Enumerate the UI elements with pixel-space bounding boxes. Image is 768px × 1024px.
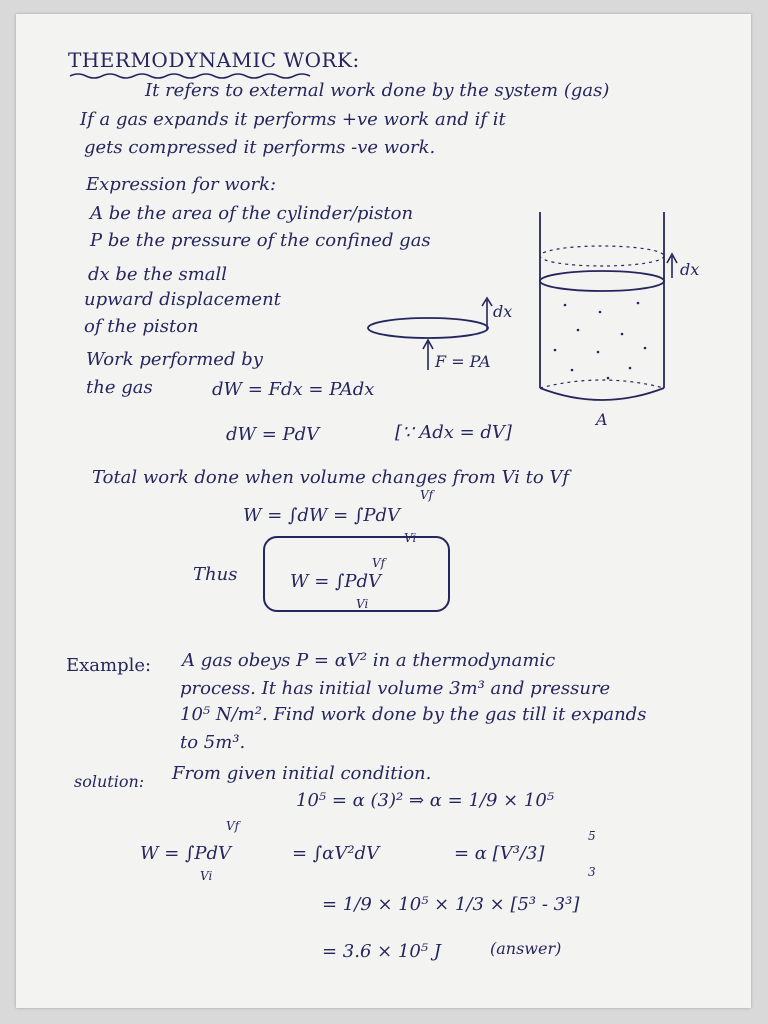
solution-alpha-equation: 10⁵ = α (3)² ⇒ α = 1/9 × 10⁵ xyxy=(296,790,555,811)
piston-shape xyxy=(368,318,488,338)
label-area: A xyxy=(596,410,608,429)
result-lower-limit: Vi xyxy=(356,597,369,611)
solution-line-1: From given initial condition. xyxy=(172,763,432,784)
expression-heading: Expression for work: xyxy=(86,174,277,195)
def-dx-3: of the piston xyxy=(84,316,199,337)
thus-label: Thus xyxy=(193,564,238,585)
solution-label: solution: xyxy=(74,772,145,791)
total-lower-limit: Vi xyxy=(404,531,417,545)
result-equation: W = ∫PdV xyxy=(290,571,382,592)
intro-line-1: It refers to external work done by the system (gas) xyxy=(145,80,610,101)
solution-w-integral: W = ∫PdV xyxy=(140,843,232,864)
result-upper-limit: Vf xyxy=(372,556,386,570)
label-dx-piston: dx xyxy=(493,302,513,321)
intro-line-2: If a gas expands it performs +ve work and if it xyxy=(80,109,506,130)
equation-dw-2: dW = PdV xyxy=(226,424,320,445)
def-dx-2: upward displacement xyxy=(84,289,281,310)
solution-alpha-integral: = ∫αV²dV xyxy=(292,843,380,864)
intro-line-3: gets compressed it performs -ve work. xyxy=(84,137,436,158)
equation-note: [∵ Adx = dV] xyxy=(395,422,512,443)
def-pressure: P be the pressure of the confined gas xyxy=(90,230,431,251)
label-force: F = PA xyxy=(435,352,491,371)
label-dx-cylinder: dx xyxy=(680,260,700,279)
solution-antiderivative: = α [V³/3] xyxy=(454,843,545,864)
total-work-equation: W = ∫dW = ∫PdV xyxy=(243,505,400,526)
solution-result: = 3.6 × 10⁵ J xyxy=(322,941,442,962)
def-area: A be the area of the cylinder/piston xyxy=(90,203,414,224)
example-label: Example: xyxy=(66,655,152,676)
page-title: THERMODYNAMIC WORK: xyxy=(68,48,360,72)
work-line-2: the gas xyxy=(86,377,153,398)
example-line-4: to 5m³. xyxy=(180,732,246,753)
solution-substitution: = 1/9 × 10⁵ × 1/3 × [5³ - 3³] xyxy=(322,894,580,915)
equation-dw-1: dW = Fdx = PAdx xyxy=(212,379,375,400)
answer-note: (answer) xyxy=(490,939,562,958)
solution-eval-lower: 3 xyxy=(588,865,596,879)
cylinder-shape xyxy=(540,212,664,400)
title-underline xyxy=(70,74,310,78)
total-upper-limit: Vf xyxy=(420,488,434,502)
solution-eval-upper: 5 xyxy=(588,829,596,843)
example-line-1: A gas obeys P = αV² in a thermodynamic xyxy=(182,650,556,671)
solution-lower-limit: Vi xyxy=(200,869,213,883)
solution-upper-limit: Vf xyxy=(226,819,240,833)
total-work-line: Total work done when volume changes from Vi to Vf xyxy=(92,467,570,488)
def-dx-1: dx be the small xyxy=(88,264,228,285)
example-line-3: 10⁵ N/m². Find work done by the gas till it expands xyxy=(180,704,647,725)
work-line-1: Work performed by xyxy=(86,349,263,370)
example-line-2: process. It has initial volume 3m³ and pressure xyxy=(180,678,611,699)
